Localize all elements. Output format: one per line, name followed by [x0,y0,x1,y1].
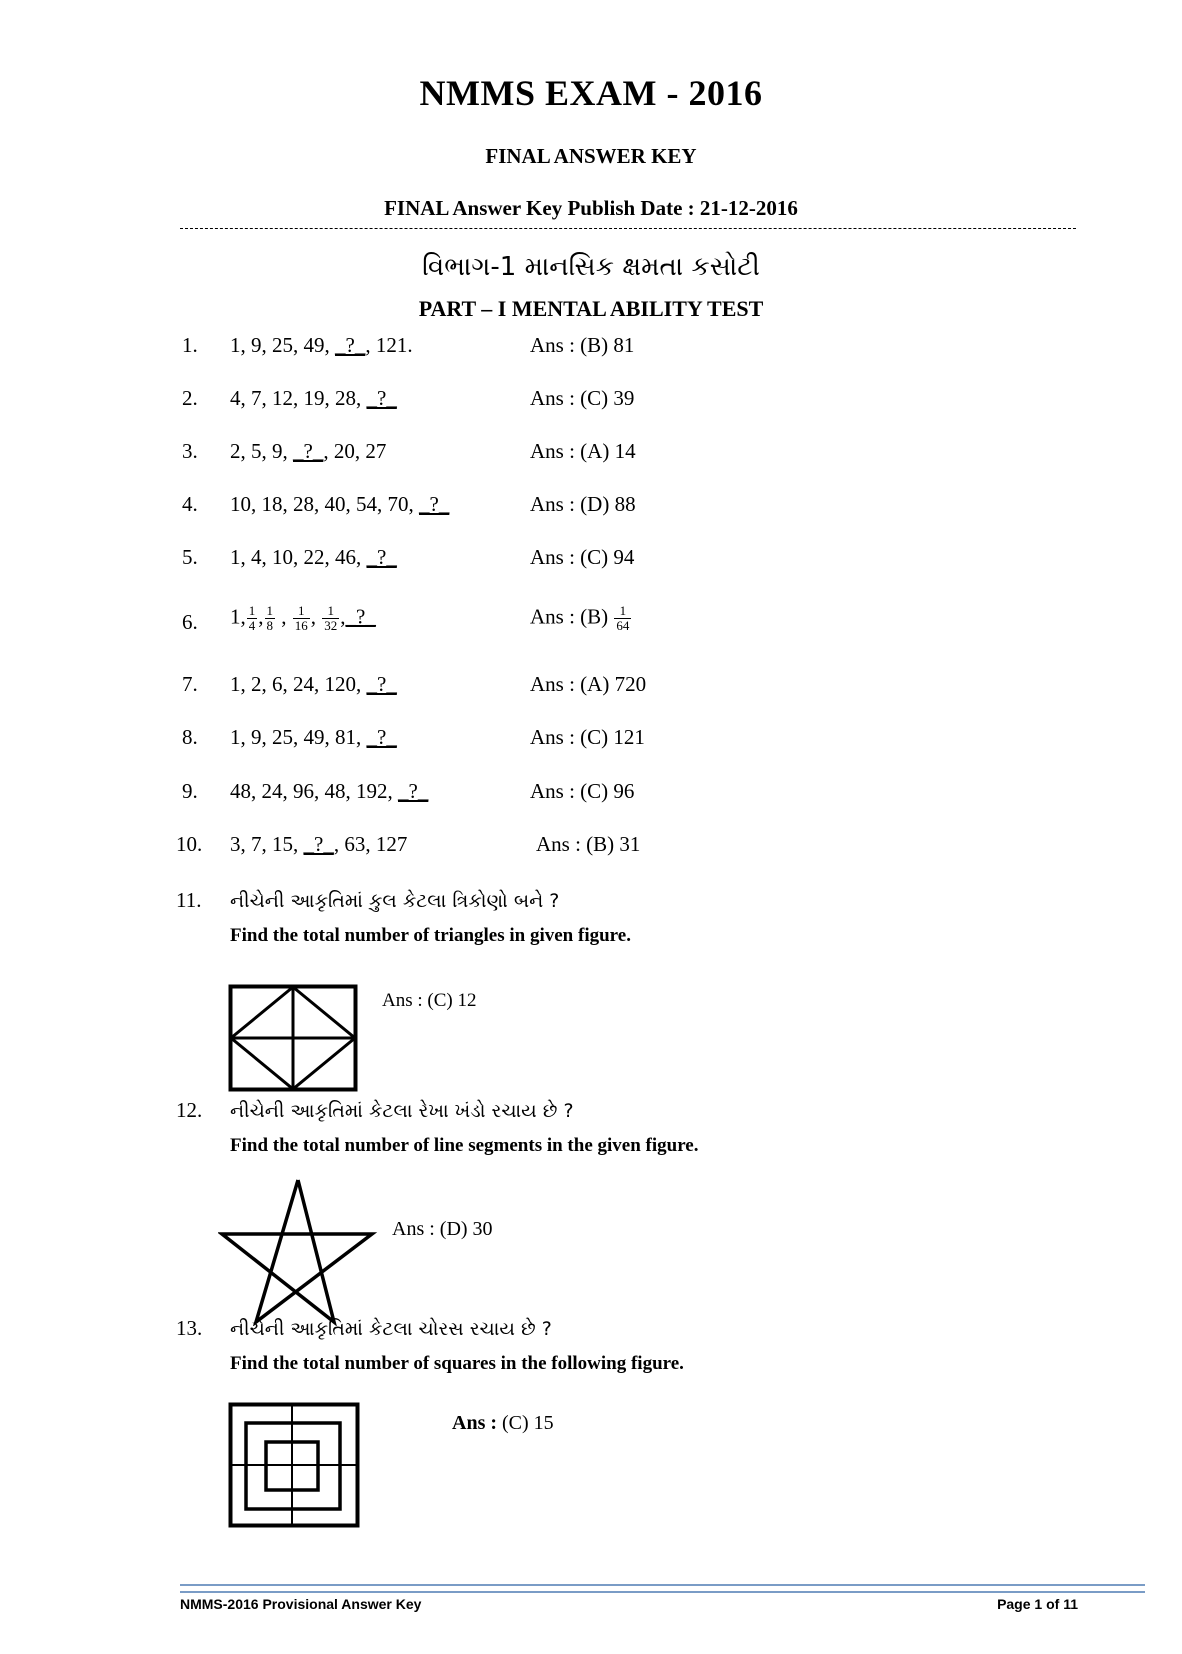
fraction [614,604,631,633]
numerator: 1 [266,603,273,618]
question-number: 1. [182,333,198,357]
denominator: 4 [248,618,256,633]
answer: Ans : (C) 39 [530,386,635,410]
sequence-text: 1, [230,604,246,629]
fraction [322,604,339,633]
numerator: 1 [322,604,339,619]
separator: , [258,604,264,629]
question-number: 8. [182,725,198,749]
question-sequence [230,779,428,804]
answer: Ans : (A) 720 [530,672,647,696]
sequence-text: , 121. [365,333,413,357]
question-sequence [230,725,397,750]
sequence-text: 1, 9, 25, 49, 81, [230,725,367,749]
triangles-figure [228,984,358,1092]
answer [452,1412,554,1435]
answer: Ans : (C) 96 [530,779,635,803]
sequence-text: 1, 9, 25, 49, [230,333,335,357]
denominator: 16 [294,618,308,633]
question-number: 7. [182,672,198,696]
question-text-english: Find the total number of squares in the following figure. [230,1353,684,1374]
fraction [265,604,276,633]
answer-label: Ans : [452,1412,498,1434]
fraction [293,604,310,633]
answer: Ans : (B) 81 [530,333,635,357]
denominator: 8 [266,618,273,633]
sequence-text: 4, 7, 12, 19, 28, [230,386,367,410]
question-number: 3. [182,439,198,463]
question-text-english: Find the total number of triangles in given figure. [230,925,631,946]
question-number: 9. [182,779,198,803]
question-text-gujarati: નીચેની આકૃતિમાં કુલ કેટલા ત્રિકોણો બને ? [230,890,560,912]
sequence-text: 48, 24, 96, 48, 192, [230,779,398,803]
sequence-blank: _?_ [398,779,429,803]
answer: Ans : (D) 88 [530,492,636,516]
numerator: 1 [614,604,631,619]
answer-label: Ans : (B) [530,604,609,629]
question-number: 12. [176,1098,203,1122]
footer-title: NMMS-2016 Provisional Answer Key [180,1596,422,1612]
sequence-text: 2, 5, 9, [230,439,293,463]
question-number: 5. [182,545,198,569]
section-heading-english: PART – I MENTAL ABILITY TEST [418,296,764,321]
dashed-divider [180,228,1076,229]
question-text-gujarati: નીચેની આકૃતિમાં કેટલા રેખા ખંડો રચાય છે ? [230,1100,574,1122]
document-subtitle: FINAL ANSWER KEY [485,144,697,168]
fraction [247,604,258,633]
answer: Ans : (C) 94 [530,545,635,569]
answer: Ans : (D) 30 [392,1218,493,1240]
question-number: 6. [182,610,198,634]
page-number: Page 1 of 11 [997,1596,1078,1612]
question-sequence [230,604,376,633]
sequence-blank: _?_ [335,333,366,357]
publish-date: FINAL Answer Key Publish Date : 21-12-2016 [384,196,798,220]
document-title: NMMS EXAM - 2016 [419,73,763,113]
numerator: 1 [248,603,256,618]
denominator: 64 [616,618,630,633]
sequence-blank: _?_ [303,832,334,856]
answer: Ans : (B) 31 [536,832,641,856]
question-number: 13. [176,1316,203,1340]
separator: , [281,604,287,629]
sequence-blank: _?_ [366,672,397,696]
sequence-blank: _?_ [345,604,376,629]
sequence-text: 1, 4, 10, 22, 46, [230,545,367,569]
denominator: 32 [324,618,338,633]
question-number: 11. [176,888,202,912]
footer-rule [180,1584,1145,1593]
question-sequence [230,832,407,857]
question-text-gujarati: નીચેની આકૃતિમાં કેટલા ચોરસ રચાય છે ? [230,1318,552,1340]
star-figure [218,1176,378,1326]
answer [530,604,632,633]
sequence-text: , 20, 27 [323,439,387,463]
separator: , [340,604,346,629]
question-sequence [230,333,413,358]
answer: Ans : (A) 14 [530,439,636,463]
question-sequence [230,492,449,517]
squares-figure [228,1402,360,1528]
sequence-blank: _?_ [293,439,324,463]
sequence-text: 1, 2, 6, 24, 120, [230,672,367,696]
sequence-blank: _?_ [366,545,397,569]
numerator: 1 [293,604,310,619]
sequence-text: 3, 7, 15, [230,832,304,856]
question-number: 4. [182,492,198,516]
answer: Ans : (C) 12 [382,990,477,1011]
sequence-blank: _?_ [419,492,450,516]
section-heading-gujarati: વિભાગ-1 માનસિક ક્ષમતા કસોટી [422,252,760,282]
question-sequence [230,545,397,570]
sequence-blank: _?_ [366,386,397,410]
answer-value: (C) 15 [497,1412,554,1434]
question-sequence [230,439,386,464]
question-sequence [230,672,397,697]
answer: Ans : (C) 121 [530,725,645,749]
question-number: 2. [182,386,198,410]
sequence-text: 10, 18, 28, 40, 54, 70, [230,492,419,516]
sequence-text: , 63, 127 [333,832,408,856]
sequence-blank: _?_ [366,725,397,749]
separator: , [310,604,316,629]
question-text-english: Find the total number of line segments in the given figure. [230,1135,699,1156]
question-number: 10. [176,832,203,856]
question-sequence [230,386,397,411]
